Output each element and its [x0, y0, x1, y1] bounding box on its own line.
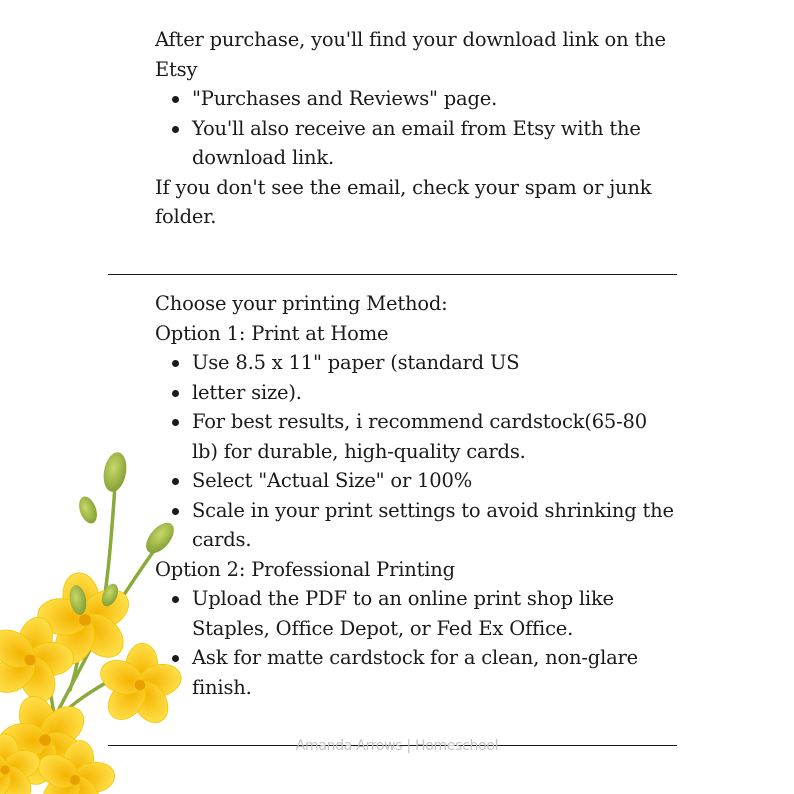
list-item — [155, 407, 675, 466]
list-item-text: download link. — [192, 146, 335, 169]
list-item — [155, 496, 675, 555]
list-item — [155, 114, 675, 173]
printing-heading: Choose your printing Method: — [155, 292, 448, 315]
intro-line: Etsy — [155, 57, 198, 81]
outro-line: If you don't see the email, check your spam or junk — [155, 175, 652, 199]
list-item-text: "Purchases and Reviews" page. — [192, 87, 498, 110]
list-item — [155, 584, 675, 643]
footer-credit: Amanda Arrows | Homeschool — [295, 738, 499, 754]
outro-line: folder. — [155, 205, 217, 228]
list-item-text: cards. — [192, 528, 252, 551]
list-item-text: lb) for durable, high-quality cards. — [192, 439, 526, 463]
list-item-text: Scale in your print settings to avoid shrinking the — [192, 498, 674, 522]
option1-title: Option 1: Print at Home — [155, 321, 389, 345]
list-item — [155, 84, 675, 114]
list-item-text: letter size). — [192, 380, 302, 404]
download-bullet-list — [155, 84, 675, 173]
list-item-text: You'll also receive an email from Etsy with the — [192, 116, 641, 140]
list-item-text: Select "Actual Size" or 100% — [192, 469, 473, 492]
list-item-text: For best results, i recommend cardstock(65-80 — [192, 410, 647, 433]
download-section — [155, 25, 675, 232]
list-item-text: finish. — [192, 675, 252, 699]
list-item — [155, 378, 675, 408]
list-item-text: Staples, Office Depot, or Fed Ex Office. — [192, 616, 574, 640]
list-item-text: Use 8.5 x 11" paper (standard US — [192, 351, 520, 374]
section-divider — [108, 274, 677, 275]
list-item — [155, 643, 675, 702]
intro-line: After purchase, you'll find your download link on the — [155, 28, 666, 51]
option2-title: Option 2: Professional Printing — [155, 557, 455, 581]
list-item — [155, 466, 675, 496]
list-item-text: Ask for matte cardstock for a clean, non-glare — [192, 646, 639, 669]
list-item — [155, 348, 675, 378]
list-item-text: Upload the PDF to an online print shop like — [192, 587, 614, 610]
printing-section — [155, 289, 675, 702]
option1-bullet-list — [155, 348, 675, 555]
option2-bullet-list — [155, 584, 675, 702]
